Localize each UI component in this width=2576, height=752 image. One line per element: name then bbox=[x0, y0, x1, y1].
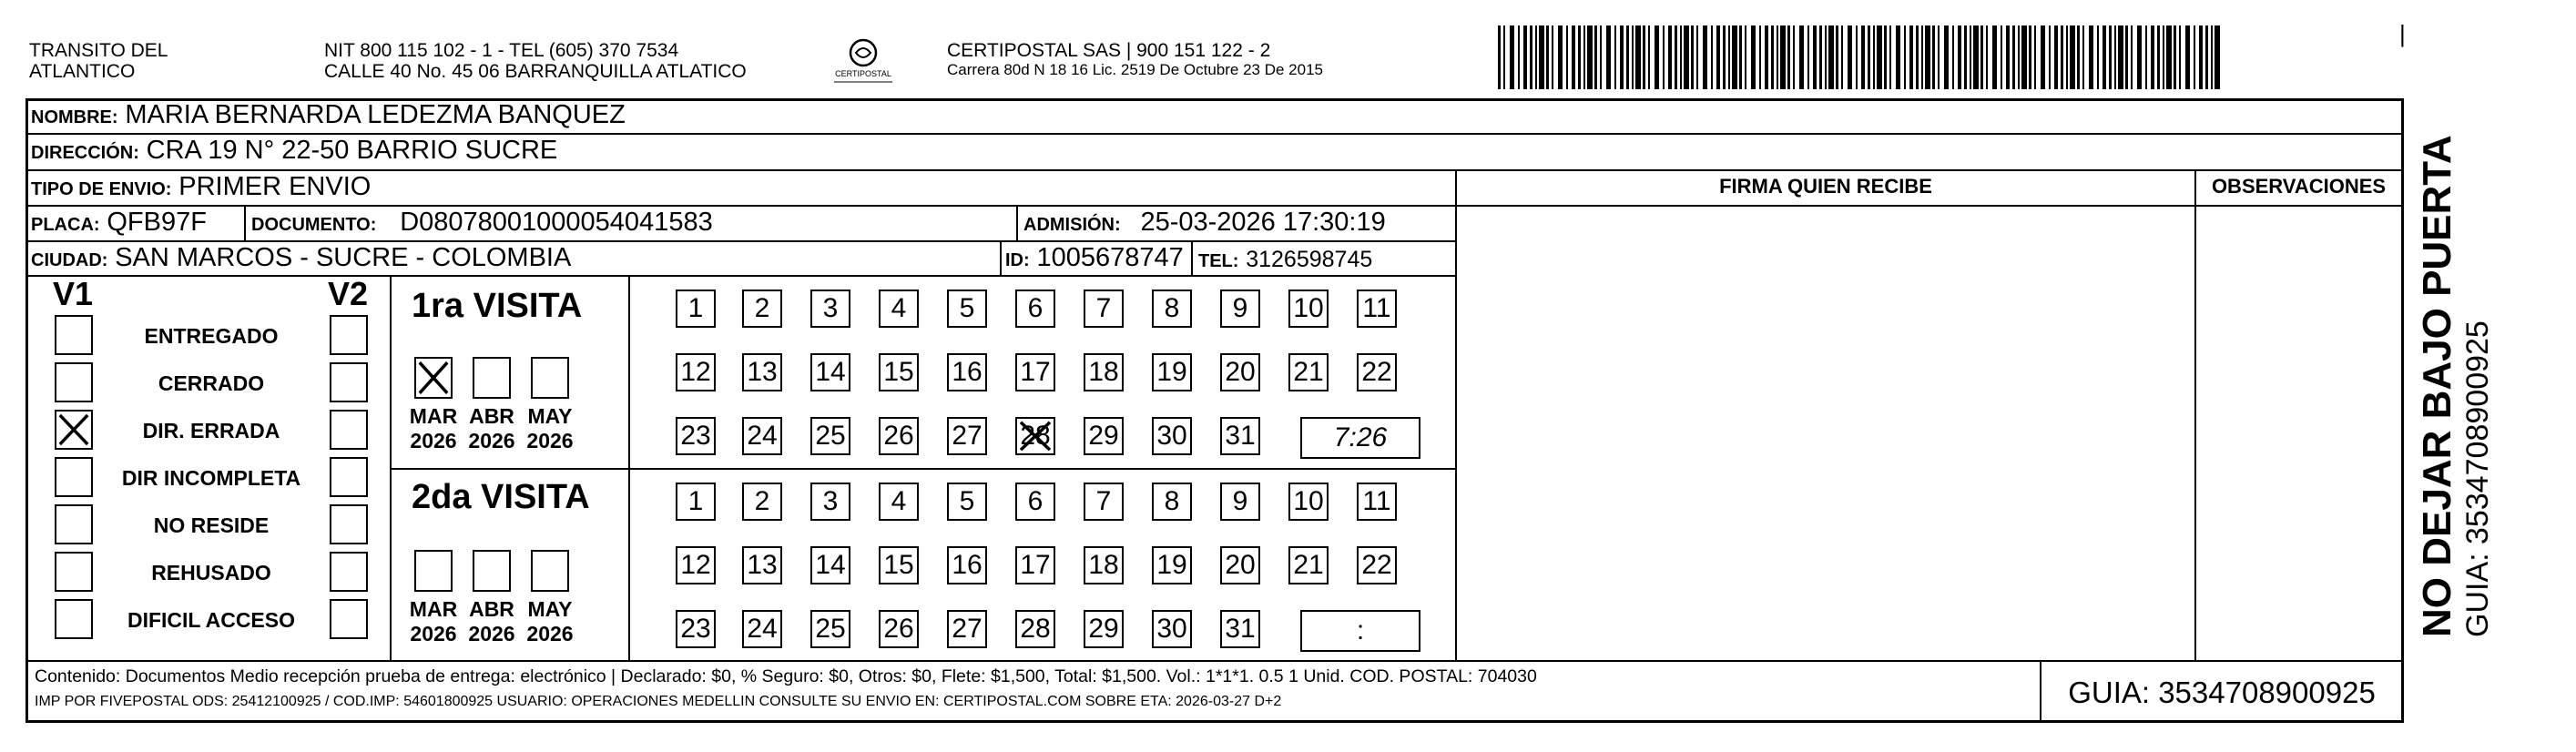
barcode-bar bbox=[1856, 25, 1858, 89]
barcode-bar bbox=[2179, 25, 2181, 89]
first-visit-day-7[interactable]: 7 bbox=[1084, 290, 1124, 328]
barcode-bar bbox=[1716, 25, 1720, 89]
status-label-6: DIFICIL ACCESO bbox=[127, 608, 295, 632]
v1-header: V1 bbox=[53, 275, 94, 312]
barcode-bar bbox=[2070, 25, 2075, 89]
first-visit-day-25[interactable]: 25 bbox=[810, 417, 850, 455]
side-panel bbox=[2415, 127, 2496, 637]
sender-name bbox=[29, 40, 168, 82]
v1-checkbox-0[interactable] bbox=[55, 315, 93, 355]
v2-checkbox-4[interactable] bbox=[330, 504, 368, 544]
barcode-bar bbox=[1836, 25, 1838, 89]
barcode-bar bbox=[1675, 25, 1677, 89]
barcode-bar bbox=[1587, 25, 1593, 89]
address-label: DIRECCIÓN: bbox=[31, 143, 139, 163]
barcode-bar bbox=[2166, 25, 2172, 89]
barcode-bar bbox=[1728, 25, 1730, 89]
second-visit-month-mar[interactable] bbox=[414, 550, 453, 592]
corner-mark: | bbox=[2399, 20, 2406, 47]
barcode-bar bbox=[1583, 25, 1585, 89]
first-visit-day-22[interactable]: 22 bbox=[1357, 353, 1397, 391]
no-under-door-warning: NO DEJAR BAJO PUERTA bbox=[2415, 135, 2459, 637]
barcode-bar bbox=[1904, 25, 1906, 89]
barcode-bar bbox=[2029, 25, 2031, 89]
barcode-bar bbox=[2066, 25, 2068, 89]
barcode-bar bbox=[1643, 25, 1645, 89]
courier-logo-icon bbox=[827, 35, 900, 89]
first-visit-day-30[interactable]: 30 bbox=[1152, 417, 1192, 455]
barcode-bar bbox=[1780, 25, 1786, 89]
v1-checkbox-4[interactable] bbox=[55, 504, 93, 544]
v2-checkbox-3[interactable] bbox=[330, 457, 368, 497]
first-visit-time[interactable]: 7:26 bbox=[1300, 417, 1420, 459]
barcode-bar bbox=[1696, 25, 1698, 89]
barcode-bar bbox=[1572, 25, 1575, 89]
barcode-bar bbox=[2109, 25, 2112, 89]
barcode-bar bbox=[1558, 25, 1563, 89]
barcode-bar bbox=[1751, 25, 1756, 89]
courier-name: CERTIPOSTAL SAS | 900 151 122 - 2 bbox=[947, 40, 1271, 61]
second-visit-day-1[interactable]: 1 bbox=[676, 483, 716, 521]
name-label: NOMBRE: bbox=[31, 107, 118, 127]
barcode-bar bbox=[1691, 25, 1694, 89]
barcode-bar bbox=[1799, 25, 1804, 89]
document-value: D08078001000054041583 bbox=[400, 208, 713, 237]
plate-label: PLACA: bbox=[31, 215, 100, 235]
second-visit-day-14[interactable]: 14 bbox=[810, 546, 850, 584]
first-visit-day-17[interactable]: 17 bbox=[1015, 353, 1055, 391]
barcode-bar bbox=[1868, 25, 1870, 89]
barcode-bar bbox=[1992, 25, 1997, 89]
first-visit-day-16[interactable]: 16 bbox=[947, 353, 987, 391]
barcode-bar bbox=[2151, 25, 2154, 89]
first-visit-month-abr[interactable] bbox=[473, 357, 511, 399]
second-visit-month-abr[interactable] bbox=[473, 550, 511, 592]
barcode-bar bbox=[1600, 25, 1602, 89]
barcode-bar bbox=[2006, 25, 2010, 89]
first-visit-month-label: ABR 2026 bbox=[468, 404, 515, 452]
first-visit-day-29[interactable]: 29 bbox=[1084, 417, 1124, 455]
barcode-bar bbox=[1530, 25, 1532, 89]
barcode-bar bbox=[1958, 25, 1961, 89]
second-visit-day-27[interactable]: 27 bbox=[947, 610, 987, 648]
v2-header: V2 bbox=[328, 275, 369, 312]
second-visit-day-30[interactable]: 30 bbox=[1152, 610, 1192, 648]
status-label-1: CERRADO bbox=[158, 371, 265, 395]
first-visit-day-9[interactable]: 9 bbox=[1220, 290, 1260, 328]
courier-license: Carrera 80d N 18 16 Lic. 2519 De Octubre 23 De 2015 bbox=[947, 61, 1323, 78]
id-cell bbox=[1005, 243, 1184, 273]
barcode-bar bbox=[2041, 25, 2045, 89]
barcode-bar bbox=[1552, 25, 1553, 89]
barcode-bar bbox=[1973, 25, 1979, 89]
second-visit-time[interactable]: : bbox=[1300, 610, 1420, 652]
first-visit-day-19[interactable]: 19 bbox=[1152, 353, 1192, 391]
barcode-bar bbox=[2018, 25, 2020, 89]
barcode-bar bbox=[1606, 25, 1611, 89]
city-cell bbox=[31, 243, 571, 273]
barcode-bar bbox=[2205, 25, 2208, 89]
id-value: 1005678747 bbox=[1036, 243, 1184, 272]
second-visit-day-11[interactable]: 11 bbox=[1357, 483, 1397, 521]
name-row bbox=[31, 100, 626, 130]
second-visit-day-6[interactable]: 6 bbox=[1015, 483, 1055, 521]
barcode-bar bbox=[2174, 25, 2176, 89]
barcode-bar bbox=[2215, 25, 2220, 89]
first-visit-day-5[interactable]: 5 bbox=[947, 290, 987, 328]
courier-logo bbox=[827, 35, 900, 89]
barcode-bar bbox=[2097, 25, 2099, 89]
barcode-bar bbox=[1680, 25, 1682, 89]
barcode-bar bbox=[1819, 25, 1822, 89]
first-visit-day-31[interactable]: 31 bbox=[1220, 417, 1260, 455]
barcode-bar bbox=[2082, 25, 2084, 89]
first-visit-day-15[interactable]: 15 bbox=[879, 353, 919, 391]
admission-cell bbox=[1023, 208, 1386, 238]
second-visit-month-label: ABR 2026 bbox=[468, 597, 515, 645]
barcode-bar bbox=[2021, 25, 2027, 89]
second-visit-day-24[interactable]: 24 bbox=[742, 610, 782, 648]
barcode-bar bbox=[1566, 25, 1568, 89]
second-visit-day-26[interactable]: 26 bbox=[879, 610, 919, 648]
address-row bbox=[31, 136, 557, 166]
v2-checkbox-2[interactable] bbox=[330, 410, 368, 450]
barcode-bar bbox=[1655, 25, 1659, 89]
barcode-bar bbox=[2199, 25, 2203, 89]
barcode-bar bbox=[2012, 25, 2015, 89]
barcode-bar bbox=[1578, 25, 1581, 89]
city-label: CIUDAD: bbox=[31, 250, 108, 270]
first-visit-month-label: MAY 2026 bbox=[526, 404, 574, 452]
second-visit-day-29[interactable]: 29 bbox=[1084, 610, 1124, 648]
barcode-bar bbox=[1916, 25, 1919, 89]
sender-contact bbox=[324, 40, 747, 82]
second-visit-day-31[interactable]: 31 bbox=[1220, 610, 1260, 648]
barcode-bar bbox=[1877, 25, 1882, 89]
status-label-5: REHUSADO bbox=[151, 561, 271, 584]
barcode-bar bbox=[2077, 25, 2080, 89]
v2-checkbox-6[interactable] bbox=[330, 599, 368, 639]
type-row bbox=[31, 172, 371, 202]
second-visit-day-17[interactable]: 17 bbox=[1015, 546, 1055, 584]
barcode-bar bbox=[1539, 25, 1544, 89]
second-visit-day-16[interactable]: 16 bbox=[947, 546, 987, 584]
status-label-2: DIR. ERRADA bbox=[142, 419, 280, 442]
footer-content: Contenido: Documentos Medio recepción prueba de entrega: electrónico | Declarado: $0, % Seguro: $0, Otros: $0, Flete: $1,500, Total: $1,500. Vol.: 1*1*1. 0.5 1 Unid. COD. POSTAL: 704030 bbox=[35, 666, 1537, 686]
barcode-bar bbox=[1921, 25, 1923, 89]
first-visit-day-3[interactable]: 3 bbox=[810, 290, 850, 328]
first-visit-day-18[interactable]: 18 bbox=[1084, 353, 1124, 391]
status-label-4: NO RESIDE bbox=[153, 513, 270, 537]
sender-name-line2: ATLANTICO bbox=[29, 61, 136, 82]
barcode-bar bbox=[1793, 25, 1795, 89]
shipment-type: PRIMER ENVIO bbox=[178, 172, 372, 201]
barcode-bar bbox=[1986, 25, 1988, 89]
barcode-bar bbox=[2145, 25, 2147, 89]
barcode-bar bbox=[1732, 25, 1737, 89]
barcode-bar bbox=[1884, 25, 1887, 89]
barcode-bar bbox=[1711, 25, 1713, 89]
barcode-bar bbox=[1813, 25, 1817, 89]
barcode-bar bbox=[2061, 25, 2063, 89]
second-visit-day-13[interactable]: 13 bbox=[742, 546, 782, 584]
barcode-bar bbox=[2157, 25, 2160, 89]
second-visit-day-8[interactable]: 8 bbox=[1152, 483, 1192, 521]
courier-info bbox=[947, 40, 1323, 79]
second-visit-title: 2da VISITA bbox=[412, 478, 590, 516]
barcode-bar bbox=[2049, 25, 2051, 89]
first-visit-day-28[interactable]: 28 bbox=[1015, 417, 1055, 455]
barcode-bar bbox=[1648, 25, 1650, 89]
v2-checkbox-1[interactable] bbox=[330, 362, 368, 402]
side-guia: GUIA: 3534708900925 bbox=[2460, 320, 2495, 637]
admission-label: ADMISIÓN: bbox=[1023, 215, 1121, 235]
barcode-bar bbox=[1848, 25, 1852, 89]
status-label-0: ENTREGADO bbox=[144, 324, 279, 348]
second-visit-day-12[interactable]: 12 bbox=[676, 546, 716, 584]
second-visit-day-28[interactable]: 28 bbox=[1015, 610, 1055, 648]
second-visit-month-label: MAR 2026 bbox=[409, 597, 458, 645]
barcode-bar bbox=[1703, 25, 1707, 89]
first-visit-day-13[interactable]: 13 bbox=[742, 353, 782, 391]
barcode-bar bbox=[1932, 25, 1935, 89]
first-visit-day-23[interactable]: 23 bbox=[676, 417, 716, 455]
barcode-bar bbox=[1759, 25, 1761, 89]
barcode-bar bbox=[1510, 25, 1514, 89]
barcode-bar bbox=[1970, 25, 1971, 89]
first-visit-day-2[interactable]: 2 bbox=[742, 290, 782, 328]
first-visit-day-27[interactable]: 27 bbox=[947, 417, 987, 455]
barcode-bar bbox=[1896, 25, 1900, 89]
second-visit-day-7[interactable]: 7 bbox=[1084, 483, 1124, 521]
barcode-bar bbox=[1723, 25, 1726, 89]
barcode-bar bbox=[1925, 25, 1930, 89]
second-visit-day-21[interactable]: 21 bbox=[1288, 546, 1329, 584]
first-visit-day-1[interactable]: 1 bbox=[676, 290, 716, 328]
admission-value: 25-03-2026 17:30:19 bbox=[1140, 208, 1386, 237]
recipient-name: MARIA BERNARDA LEDEZMA BANQUEZ bbox=[125, 100, 626, 129]
barcode-bar bbox=[1523, 25, 1527, 89]
v2-checkbox-0[interactable] bbox=[330, 315, 368, 355]
first-visit-day-12[interactable]: 12 bbox=[676, 353, 716, 391]
type-label: TIPO DE ENVIO: bbox=[31, 179, 172, 199]
first-visit-day-10[interactable]: 10 bbox=[1288, 290, 1329, 328]
first-visit-day-26[interactable]: 26 bbox=[879, 417, 919, 455]
barcode bbox=[1498, 0, 2226, 91]
second-visit-day-9[interactable]: 9 bbox=[1220, 483, 1260, 521]
barcode-bar bbox=[1807, 25, 1809, 89]
barcode-bar bbox=[1944, 25, 1949, 89]
first-visit-day-24[interactable]: 24 bbox=[742, 417, 782, 455]
barcode-bar bbox=[1825, 25, 1827, 89]
first-visit-day-21[interactable]: 21 bbox=[1288, 353, 1329, 391]
observations-header: OBSERVACIONES bbox=[2211, 175, 2387, 198]
id-label: ID: bbox=[1005, 250, 1030, 270]
second-visit-day-23[interactable]: 23 bbox=[676, 610, 716, 648]
second-visit-month-label: MAY 2026 bbox=[526, 597, 574, 645]
first-visit-day-11[interactable]: 11 bbox=[1357, 290, 1397, 328]
second-visit-day-10[interactable]: 10 bbox=[1288, 483, 1329, 521]
barcode-bar bbox=[2185, 25, 2190, 89]
barcode-bar bbox=[1828, 25, 1834, 89]
second-visit-day-4[interactable]: 4 bbox=[879, 483, 919, 521]
barcode-bar bbox=[1632, 25, 1634, 89]
barcode-bar bbox=[2163, 25, 2164, 89]
second-visit-day-2[interactable]: 2 bbox=[742, 483, 782, 521]
barcode-bar bbox=[1535, 25, 1537, 89]
document-label: DOCUMENTO: bbox=[251, 215, 377, 235]
sender-name-line1: TRANSITO DEL bbox=[29, 40, 168, 61]
second-visit-day-22[interactable]: 22 bbox=[1357, 546, 1397, 584]
first-visit-day-14[interactable]: 14 bbox=[810, 353, 850, 391]
first-visit-day-6[interactable]: 6 bbox=[1015, 290, 1055, 328]
barcode-bar bbox=[1873, 25, 1875, 89]
barcode-bar bbox=[1909, 25, 1913, 89]
barcode-bar bbox=[1745, 25, 1746, 89]
city-value: SAN MARCOS - SUCRE - COLOMBIA bbox=[115, 243, 572, 272]
tel-label: TEL: bbox=[1198, 251, 1239, 271]
first-visit-day-8[interactable]: 8 bbox=[1152, 290, 1192, 328]
barcode-bar bbox=[2103, 25, 2106, 89]
barcode-bar bbox=[1635, 25, 1641, 89]
v1-checkbox-6[interactable] bbox=[55, 599, 93, 639]
barcode-bar bbox=[1771, 25, 1774, 89]
barcode-bar bbox=[2114, 25, 2116, 89]
barcode-bar bbox=[2089, 25, 2093, 89]
first-visit-month-label: MAR 2026 bbox=[409, 404, 458, 452]
barcode-bar bbox=[1777, 25, 1778, 89]
logo-text: CERTIPOSTAL bbox=[835, 69, 891, 78]
tel-value: 3126598745 bbox=[1246, 247, 1373, 272]
second-visit-day-20[interactable]: 20 bbox=[1220, 546, 1260, 584]
second-visit-day-5[interactable]: 5 bbox=[947, 483, 987, 521]
barcode-bar bbox=[2001, 25, 2002, 89]
second-visit-month-may[interactable] bbox=[531, 550, 569, 592]
sender-nit: NIT 800 115 102 - 1 - TEL (605) 370 7534 bbox=[324, 40, 679, 61]
v1-checkbox-5[interactable] bbox=[55, 552, 93, 592]
barcode-bar bbox=[1626, 25, 1629, 89]
barcode-bar bbox=[2034, 25, 2036, 89]
v1-checkbox-3[interactable] bbox=[55, 457, 93, 497]
barcode-bar bbox=[1518, 25, 1520, 89]
first-visit-day-4[interactable]: 4 bbox=[879, 290, 919, 328]
barcode-bar bbox=[1498, 25, 1501, 89]
second-visit-day-25[interactable]: 25 bbox=[810, 610, 850, 648]
barcode-bar bbox=[2211, 25, 2213, 89]
footer-print-info: IMP POR FIVEPOSTAL ODS: 25412100925 / COD.IMP: 54601800925 USUARIO: OPERACIONES MEDELLIN CONSULTE SU ENVIO EN: CERTIPOSTAL.COM SOBRE ETA: 2026-03-27 D+2 bbox=[35, 694, 1282, 709]
barcode-bar bbox=[1938, 25, 1940, 89]
second-visit-day-15[interactable]: 15 bbox=[879, 546, 919, 584]
barcode-bar bbox=[1964, 25, 1967, 89]
barcode-bar bbox=[1620, 25, 1624, 89]
recipient-address: CRA 19 N° 22-50 BARRIO SUCRE bbox=[146, 136, 558, 165]
v2-checkbox-5[interactable] bbox=[330, 552, 368, 592]
barcode-bar bbox=[1739, 25, 1742, 89]
document-cell bbox=[251, 208, 713, 238]
barcode-bar bbox=[1663, 25, 1665, 89]
barcode-bar bbox=[1841, 25, 1843, 89]
signature-header: FIRMA QUIEN RECIBE bbox=[1719, 175, 1932, 198]
barcode-bar bbox=[1503, 25, 1505, 89]
first-visit-day-20[interactable]: 20 bbox=[1220, 353, 1260, 391]
plate-cell bbox=[31, 208, 207, 238]
status-label-3: DIR INCOMPLETA bbox=[121, 466, 301, 490]
barcode-bar bbox=[1787, 25, 1790, 89]
first-visit-month-may[interactable] bbox=[531, 357, 569, 399]
barcode-bar bbox=[2194, 25, 2195, 89]
second-visit-day-3[interactable]: 3 bbox=[810, 483, 850, 521]
barcode-bar bbox=[2137, 25, 2142, 89]
second-visit-day-19[interactable]: 19 bbox=[1152, 546, 1192, 584]
barcode-bar bbox=[1614, 25, 1616, 89]
first-visit-month-mar[interactable] bbox=[414, 357, 453, 399]
plate-value: QFB97F bbox=[107, 208, 207, 237]
barcode-bar bbox=[1668, 25, 1672, 89]
tel-cell bbox=[1198, 244, 1372, 273]
barcode-bar bbox=[2054, 25, 2058, 89]
sender-address: CALLE 40 No. 45 06 BARRANQUILLA ATLATICO bbox=[324, 61, 747, 82]
barcode-bar bbox=[2131, 25, 2133, 89]
barcode-bar bbox=[2125, 25, 2128, 89]
footer-guia: GUIA: 3534708900925 bbox=[2068, 676, 2376, 709]
v1-checkbox-2[interactable] bbox=[55, 410, 93, 450]
second-visit-day-18[interactable]: 18 bbox=[1084, 546, 1124, 584]
barcode-bar bbox=[1684, 25, 1689, 89]
v1-checkbox-1[interactable] bbox=[55, 362, 93, 402]
barcode-bar bbox=[1889, 25, 1891, 89]
barcode-bar bbox=[1594, 25, 1597, 89]
barcode-bar bbox=[2118, 25, 2123, 89]
barcode-bar bbox=[1546, 25, 1549, 89]
barcode-bar bbox=[1980, 25, 1983, 89]
barcode-bar bbox=[1861, 25, 1865, 89]
first-visit-title: 1ra VISITA bbox=[412, 287, 583, 325]
barcode-bar bbox=[1765, 25, 1768, 89]
barcode-bar bbox=[1952, 25, 1954, 89]
